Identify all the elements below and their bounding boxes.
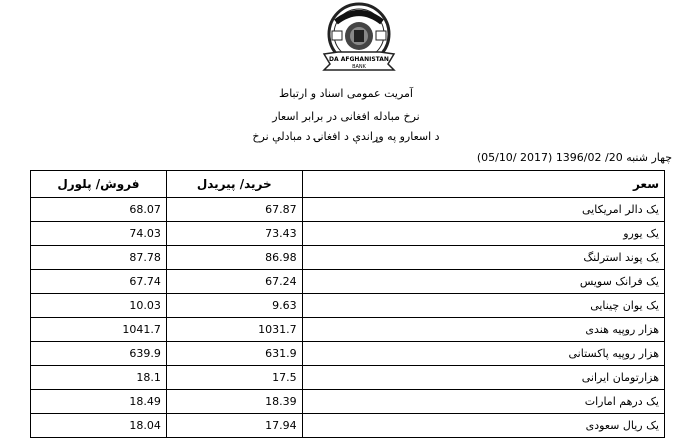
table-row (31, 294, 665, 318)
sell-cell: 18.49 (31, 390, 167, 414)
table-row (31, 198, 665, 222)
sell-cell: 18.04 (31, 414, 167, 438)
exchange-rate-title-dari: نرخ مبادله افغانی در برابر اسعار (272, 110, 420, 123)
table-row (31, 318, 665, 342)
currency-column-header: سعر (302, 171, 664, 198)
exchange-rate-title-pashto: د اسعارو په وړاندې د افغانۍ د مبادلې نرخ (252, 130, 440, 143)
sell-cell: 67.74 (31, 270, 167, 294)
table-row (31, 414, 665, 438)
buy-cell: 18.39 (166, 390, 302, 414)
table-row (31, 342, 665, 366)
buy-cell: 73.43 (166, 222, 302, 246)
currency-cell: هزارتومان ایرانی (302, 366, 664, 390)
sell-cell: 10.03 (31, 294, 167, 318)
table-header-row (31, 171, 665, 198)
currency-cell: یک درهم امارات (302, 390, 664, 414)
sell-cell: 68.07 (31, 198, 167, 222)
bank-seal-logo (318, 2, 400, 72)
sell-cell: 74.03 (31, 222, 167, 246)
currency-cell: یک ریال سعودی (302, 414, 664, 438)
currency-cell: یک دالر امریکایی (302, 198, 664, 222)
buy-cell: 67.87 (166, 198, 302, 222)
sell-cell: 1041.7 (31, 318, 167, 342)
svg-text:BANK: BANK (352, 64, 366, 70)
svg-text:DA AFGHANISTAN: DA AFGHANISTAN (329, 56, 389, 63)
exchange-rate-table (30, 170, 665, 438)
table-row (31, 366, 665, 390)
currency-cell: یک یورو (302, 222, 664, 246)
buy-cell: 631.9 (166, 342, 302, 366)
currency-cell: یک فرانک سویس (302, 270, 664, 294)
buy-column-header: خرید/ پیریدل (166, 171, 302, 198)
department-title: آمریت عمومی اسناد و ارتباط (279, 87, 413, 100)
currency-cell: یک پوند استرلنگ (302, 246, 664, 270)
buy-cell: 86.98 (166, 246, 302, 270)
currency-cell: هزار روپیه هندی (302, 318, 664, 342)
currency-cell: هزار روپیه پاکستانی (302, 342, 664, 366)
table-row (31, 222, 665, 246)
rate-date: چهار شنبه 20/ 1396/02 (2017 /05/10) (476, 151, 672, 164)
sell-cell: 87.78 (31, 246, 167, 270)
buy-cell: 67.24 (166, 270, 302, 294)
table-row (31, 390, 665, 414)
buy-cell: 17.94 (166, 414, 302, 438)
sell-cell: 18.1 (31, 366, 167, 390)
sell-column-header: فروش/ پلورل (31, 171, 167, 198)
buy-cell: 1031.7 (166, 318, 302, 342)
sell-cell: 639.9 (31, 342, 167, 366)
currency-cell: یک یوان چینایی (302, 294, 664, 318)
buy-cell: 17.5 (166, 366, 302, 390)
table-row (31, 246, 665, 270)
table-row (31, 270, 665, 294)
buy-cell: 9.63 (166, 294, 302, 318)
